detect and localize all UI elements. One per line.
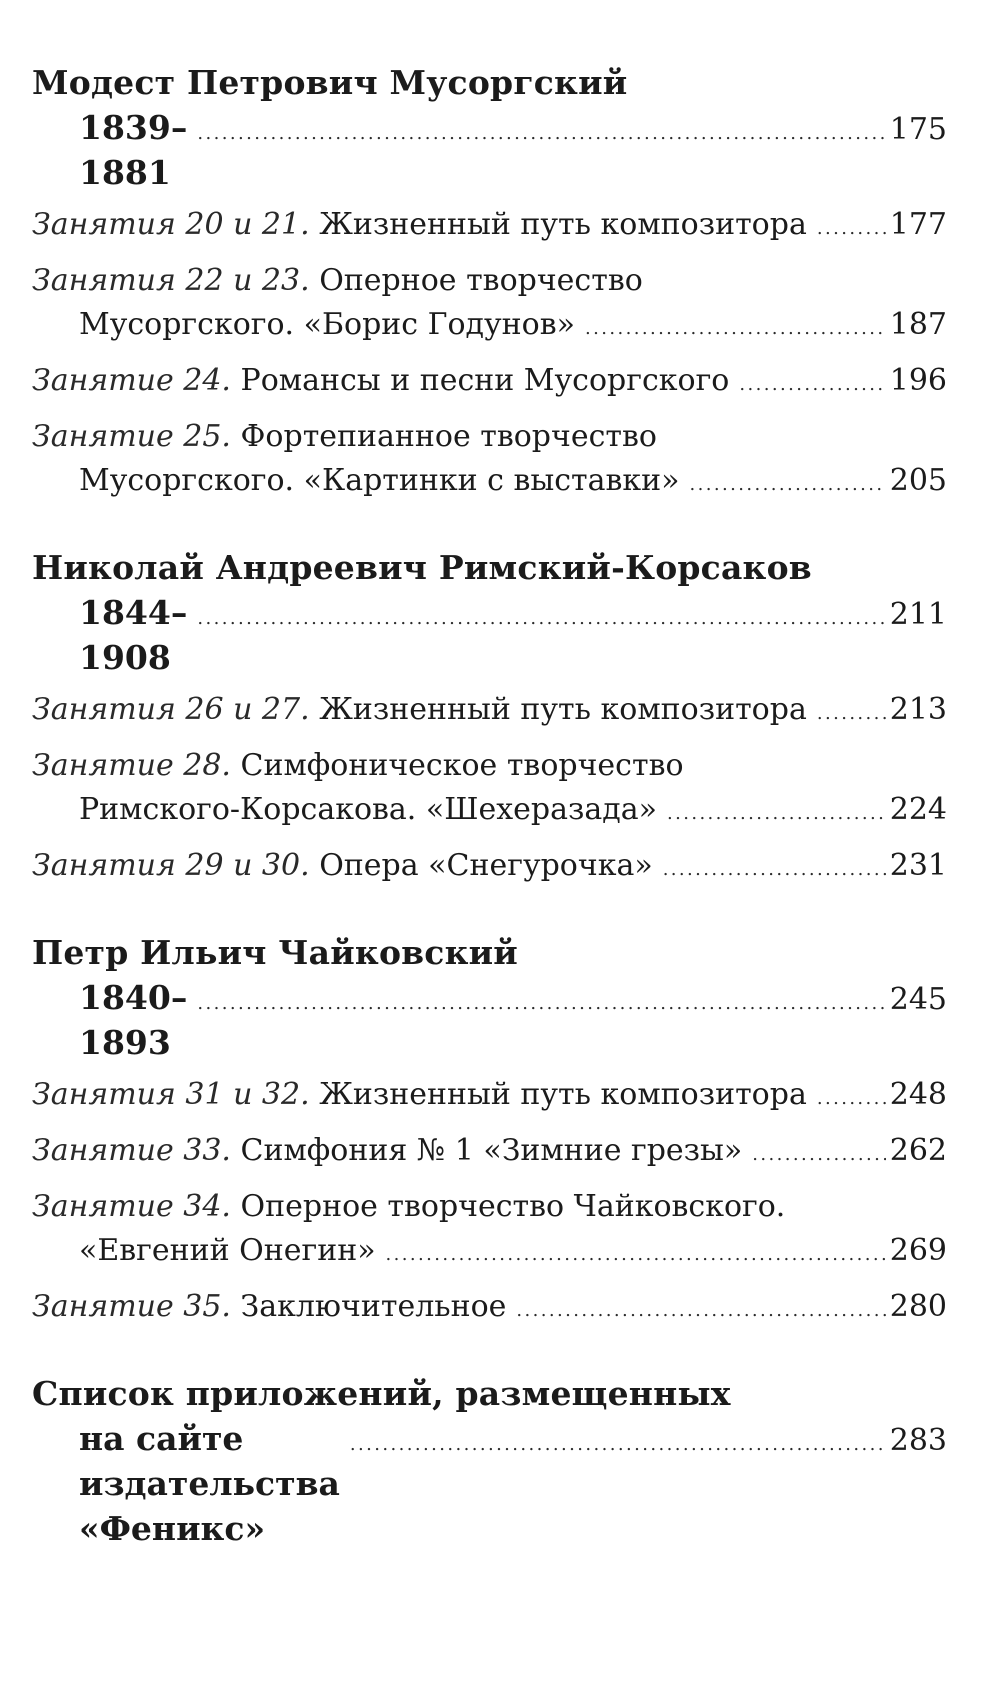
toc-entry [32, 359, 947, 407]
lesson-label: Занятия 20 и 21. [32, 207, 310, 242]
page-number: 175 [889, 112, 947, 147]
toc-entry [32, 688, 947, 736]
entry-title-continued: «Евгений Онегин» [79, 1233, 376, 1268]
toc-entry [32, 1285, 947, 1333]
dot-leader [752, 1133, 885, 1177]
page-number: 248 [889, 1077, 947, 1112]
page-number: 262 [889, 1133, 947, 1168]
section-years: 1839–1881 [79, 108, 188, 192]
toc-entry [32, 844, 947, 892]
entry-title-continued: Мусоргского. «Картинки с выставки» [79, 463, 680, 498]
dot-leader [739, 363, 885, 407]
page-number: 213 [889, 692, 947, 727]
entry-title: Симфоническое творчество [230, 748, 684, 783]
toc-entry [32, 259, 947, 351]
dot-leader [817, 692, 886, 736]
page-number: 187 [889, 307, 947, 342]
entry-title: Жизненный путь композитора [309, 1077, 807, 1112]
lesson-label: Занятие 24. [32, 363, 231, 398]
lesson-label: Занятия 22 и 23. [32, 263, 310, 298]
lesson-label: Занятие 33. [32, 1133, 231, 1168]
toc-entry [32, 203, 947, 251]
entry-title: Фортепианное творчество [230, 419, 657, 454]
dot-leader [197, 596, 885, 641]
entry-title: Симфония № 1 «Зимние грезы» [230, 1133, 743, 1168]
page-number: 177 [889, 207, 947, 242]
page-number: 283 [889, 1423, 947, 1458]
section-years: 1840–1893 [79, 978, 188, 1062]
entry-title-continued: Римского-Корсакова. «Шехеразада» [79, 792, 657, 827]
entry-title-continued: Мусоргского. «Борис Годунов» [79, 307, 575, 342]
dot-leader [386, 1233, 886, 1277]
lesson-label: Занятие 34. [32, 1189, 231, 1224]
lesson-label: Занятие 28. [32, 748, 231, 783]
page-number: 211 [889, 597, 947, 632]
section-years-line [32, 590, 947, 680]
entry-title: Оперное творчество [309, 263, 643, 298]
entry-title: Жизненный путь композитора [309, 207, 807, 242]
toc-section [32, 930, 947, 1333]
lesson-label: Занятия 31 и 32. [32, 1077, 310, 1112]
dot-leader [516, 1289, 885, 1333]
dot-leader [350, 1422, 886, 1467]
dot-leader [817, 1077, 886, 1121]
section-title: Список приложений, размещенных [32, 1374, 731, 1413]
lesson-label: Занятие 35. [32, 1289, 231, 1324]
page-number: 245 [889, 982, 947, 1017]
dot-leader [197, 111, 885, 156]
lesson-label: Занятия 26 и 27. [32, 692, 310, 727]
page-number: 224 [889, 792, 947, 827]
section-title: Модест Петрович Мусоргский [32, 63, 628, 102]
section-years-line [32, 1416, 947, 1551]
dot-leader [663, 848, 886, 892]
toc-section [32, 545, 947, 892]
section-years: 1844–1908 [79, 593, 188, 677]
section-title: Петр Ильич Чайковский [32, 933, 518, 972]
lesson-label: Занятие 25. [32, 419, 231, 454]
section-years-line [32, 105, 947, 195]
page-number: 196 [889, 363, 947, 398]
toc-section [32, 1371, 947, 1551]
toc-entry [32, 1073, 947, 1121]
page-number: 280 [889, 1289, 947, 1324]
dot-leader [667, 792, 886, 836]
toc-entry [32, 1129, 947, 1177]
dot-leader [585, 307, 886, 351]
section-subtitle: на сайте издательства «Феникс» [79, 1419, 340, 1548]
section-years-line [32, 975, 947, 1065]
toc-entry [32, 1185, 947, 1277]
table-of-contents [32, 60, 947, 1589]
section-title: Николай Андреевич Римский-Корсаков [32, 548, 812, 587]
dot-leader [197, 981, 885, 1026]
entry-title: Жизненный путь композитора [309, 692, 807, 727]
toc-section [32, 60, 947, 507]
toc-entry [32, 415, 947, 507]
entry-title: Романсы и песни Мусоргского [230, 363, 730, 398]
page-number: 205 [889, 463, 947, 498]
dot-leader [817, 207, 886, 251]
entry-title: Оперное творчество Чайковского. [230, 1189, 786, 1224]
page-number: 231 [889, 848, 947, 883]
entry-title: Заключительное [230, 1289, 507, 1324]
entry-title: Опера «Снегурочка» [309, 848, 653, 883]
toc-entry [32, 744, 947, 836]
lesson-label: Занятия 29 и 30. [32, 848, 310, 883]
page-number: 269 [889, 1233, 947, 1268]
dot-leader [690, 463, 886, 507]
